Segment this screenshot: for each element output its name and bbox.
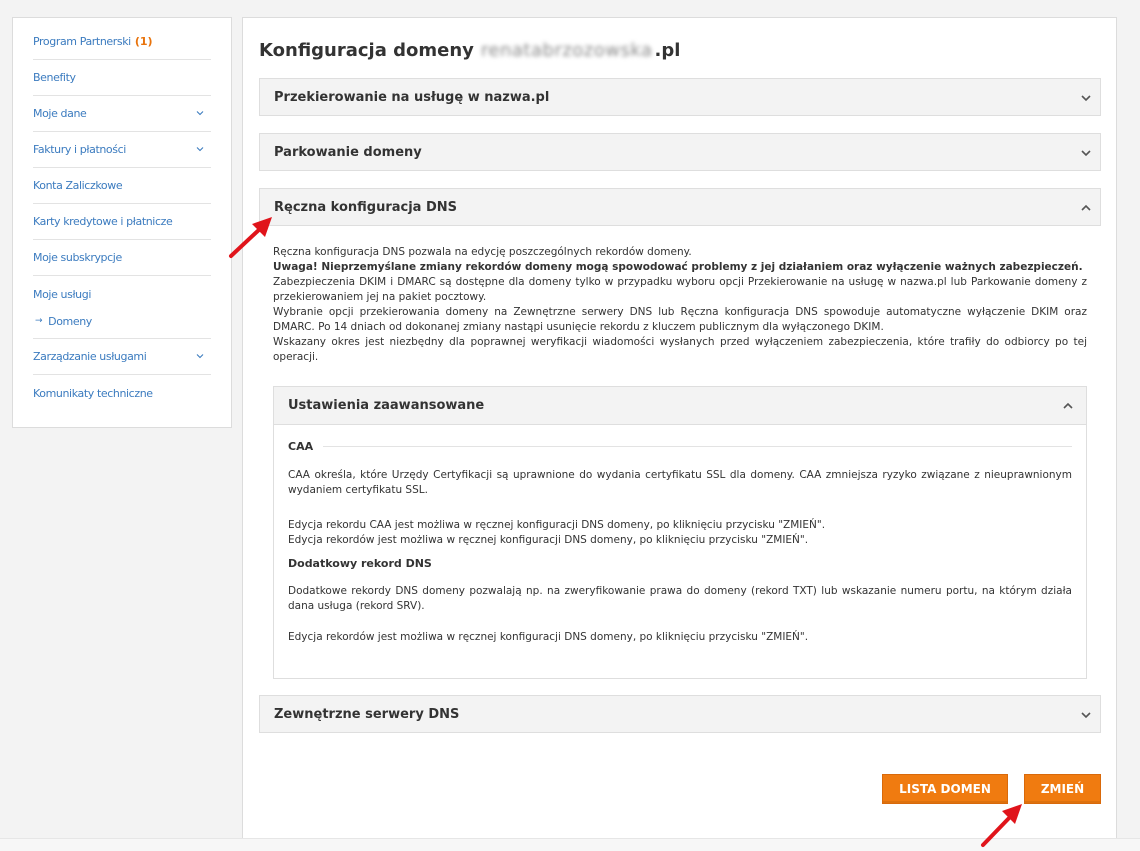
- sidebar-item-konta-zaliczkowe[interactable]: [33, 168, 211, 204]
- chevron-down-icon: [1080, 147, 1092, 159]
- sidebar-item-label: Moje usługi: [33, 287, 91, 301]
- accordion-label: Zewnętrzne serwery DNS: [274, 706, 460, 722]
- accordion-redirect[interactable]: [259, 78, 1101, 116]
- chevron-down-icon: [1080, 92, 1092, 104]
- sidebar-item-label: Konta Zaliczkowe: [33, 179, 123, 192]
- records-edit-note: Edycja rekordów jest możliwa w ręcznej konfiguracji DNS domeny, po kliknięciu przycisku "ZMIEŃ".: [288, 534, 809, 546]
- sidebar-item-komunikaty[interactable]: [33, 375, 211, 411]
- sidebar-item-benefity[interactable]: [33, 60, 211, 96]
- bottom-bar: [0, 838, 1140, 851]
- chevron-down-icon: [195, 144, 205, 154]
- arrow-right-icon: →: [35, 316, 43, 326]
- manual-dns-description: [273, 245, 1087, 365]
- caa-edit-note: Edycja rekordu CAA jest możliwa w ręcznej konfiguracji DNS domeny, po kliknięciu przycisku "ZMIEŃ".: [288, 519, 826, 531]
- sidebar: [12, 17, 232, 428]
- extra-dns-edit-note: Edycja rekordów jest możliwa w ręcznej konfiguracji DNS domeny, po kliknięciu przycisku "ZMIEŃ".: [288, 631, 809, 643]
- sidebar-item-subskrypcje[interactable]: [33, 240, 211, 276]
- sidebar-item-label: Benefity: [33, 71, 76, 84]
- accordion-label: Przekierowanie na usługę w nazwa.pl: [274, 89, 550, 105]
- chevron-up-icon: [1080, 202, 1092, 214]
- advanced-settings-body: [288, 439, 1072, 645]
- sidebar-subitem-domeny[interactable]: [33, 312, 211, 330]
- sidebar-item-label: Moje subskrypcje: [33, 251, 122, 264]
- sidebar-item-label: Program Partnerski: [33, 35, 131, 48]
- page-title: [259, 40, 680, 61]
- sidebar-item-moje-dane[interactable]: [33, 96, 211, 132]
- desc-intro: Ręczna konfiguracja DNS pozwala na edycję poszczególnych rekordów domeny.: [273, 246, 692, 258]
- blurred-domain-name: renatabrzozowska: [480, 40, 653, 61]
- desc-warning: Uwaga! Nieprzemyślane zmiany rekordów domeny mogą spowodować problemy z jej działaniem oraz wyłączenie ważnych zabezpieczeń.: [273, 261, 1083, 273]
- sidebar-group-moje-uslugi: [33, 276, 211, 339]
- sidebar-item-program-partnerski[interactable]: [33, 24, 211, 60]
- accordion-label: Parkowanie domeny: [274, 144, 422, 160]
- red-arrow-annotation-icon: [977, 800, 1027, 850]
- advanced-settings-title: Ustawienia zaawansowane: [288, 398, 485, 413]
- sidebar-item-label: Moje dane: [33, 107, 87, 120]
- title-suffix: .pl: [654, 40, 681, 61]
- sidebar-item-karty[interactable]: [33, 204, 211, 240]
- desc-external: Wybranie opcji przekierowania domeny na Zewnętrzne serwery DNS lub Ręczna konfiguracja DNS spowoduje automatyczne wyłączenie DKIM oraz DMARC. Po 14 dniach od dokonanej zmiany nastąpi usunięcie rekordu z kluczem publicznym dla wyłączonego DKIM.: [273, 306, 1087, 333]
- sidebar-item-faktury[interactable]: [33, 132, 211, 168]
- accordion-manual-dns[interactable]: [259, 188, 1101, 226]
- sidebar-item-moje-uslugi[interactable]: [33, 276, 211, 312]
- main-panel: [242, 17, 1117, 847]
- chevron-down-icon: [195, 108, 205, 118]
- title-prefix: Konfiguracja domeny: [259, 40, 474, 61]
- sidebar-item-label: Komunikaty techniczne: [33, 386, 153, 400]
- chevron-down-icon: [195, 351, 205, 361]
- chevron-up-icon: [1062, 400, 1074, 412]
- sidebar-item-zarzadzanie[interactable]: [33, 339, 211, 375]
- change-button[interactable]: ZMIEŃ: [1024, 774, 1101, 804]
- red-arrow-annotation-icon: [226, 212, 278, 262]
- chevron-down-icon: [1080, 709, 1092, 721]
- caa-title: CAA: [288, 440, 314, 453]
- sidebar-item-label: Zarządzanie usługami: [33, 350, 147, 363]
- extra-dns-section-title: [288, 556, 1072, 571]
- sidebar-item-label: Faktury i płatności: [33, 143, 126, 156]
- accordion-parking[interactable]: [259, 133, 1101, 171]
- accordion-external-dns[interactable]: [259, 695, 1101, 733]
- sidebar-subitem-label: Domeny: [48, 314, 92, 328]
- extra-dns-description: Dodatkowe rekordy DNS domeny pozwalają np. na zweryfikowanie prawa do domeny (rekord TXT) lub wskazanie numeru portu, na którym działa dana usługa (rekord SRV).: [288, 585, 1072, 612]
- advanced-settings-header[interactable]: [274, 387, 1086, 425]
- sidebar-item-label: Karty kredytowe i płatnicze: [33, 215, 173, 228]
- desc-dkim: Zabezpieczenia DKIM i DMARC są dostępne dla domeny tylko w przypadku wyboru opcji Przekierowanie na usługę w nazwa.pl lub Parkowanie domeny z przekierowaniem jej na pakiet pocztowy.: [273, 276, 1087, 303]
- caa-section-title: [288, 439, 1072, 454]
- domain-list-button[interactable]: LISTA DOMEN: [882, 774, 1008, 804]
- desc-period: Wskazany okres jest niezbędny dla poprawnej weryfikacji wiadomości wysłanych przed wyłączeniem zabezpieczenia, które trafiły do odbiorcy po tej operacji.: [273, 336, 1087, 363]
- advanced-settings-panel: [273, 386, 1087, 679]
- caa-description: CAA określa, które Urzędy Certyfikacji są uprawnione do wydania certyfikatu SSL dla domeny. CAA zmniejsza ryzyko związane z nieuprawnionym wydaniem certyfikatu SSL.: [288, 469, 1072, 496]
- notification-count: (1): [134, 35, 153, 48]
- extra-dns-title: Dodatkowy rekord DNS: [288, 557, 432, 570]
- accordion-label: Ręczna konfiguracja DNS: [274, 199, 458, 215]
- divider: [323, 446, 1072, 447]
